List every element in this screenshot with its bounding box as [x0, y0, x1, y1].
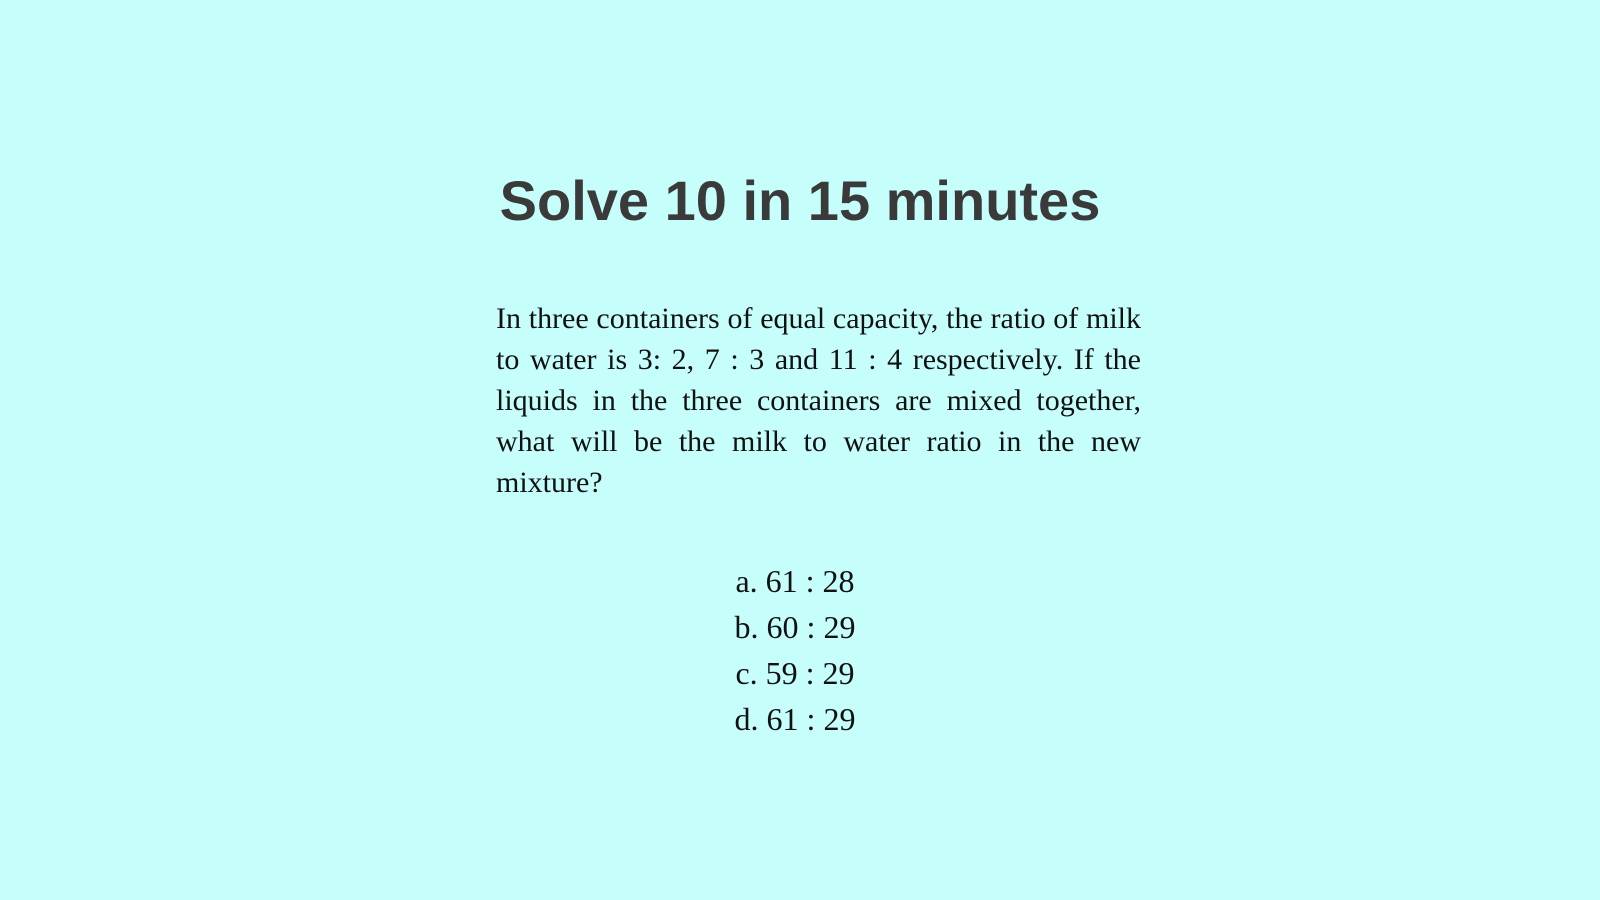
answer-options [0, 558, 1590, 742]
question-text: In three containers of equal capacity, the ratio of milk to water is 3: 2, 7 : 3 and 11 : 4 respectively. If the liquids in the three containers are mixed together, what will be the milk to water ratio in the new mixture? [496, 302, 1141, 499]
page-title: Solve 10 in 15 minutes [499, 169, 1101, 232]
option-b: b. 60 : 29 [734, 609, 856, 645]
option-a: a. 61 : 28 [735, 563, 855, 599]
option-c: c. 59 : 29 [735, 655, 855, 691]
option-d: d. 61 : 29 [734, 701, 856, 737]
